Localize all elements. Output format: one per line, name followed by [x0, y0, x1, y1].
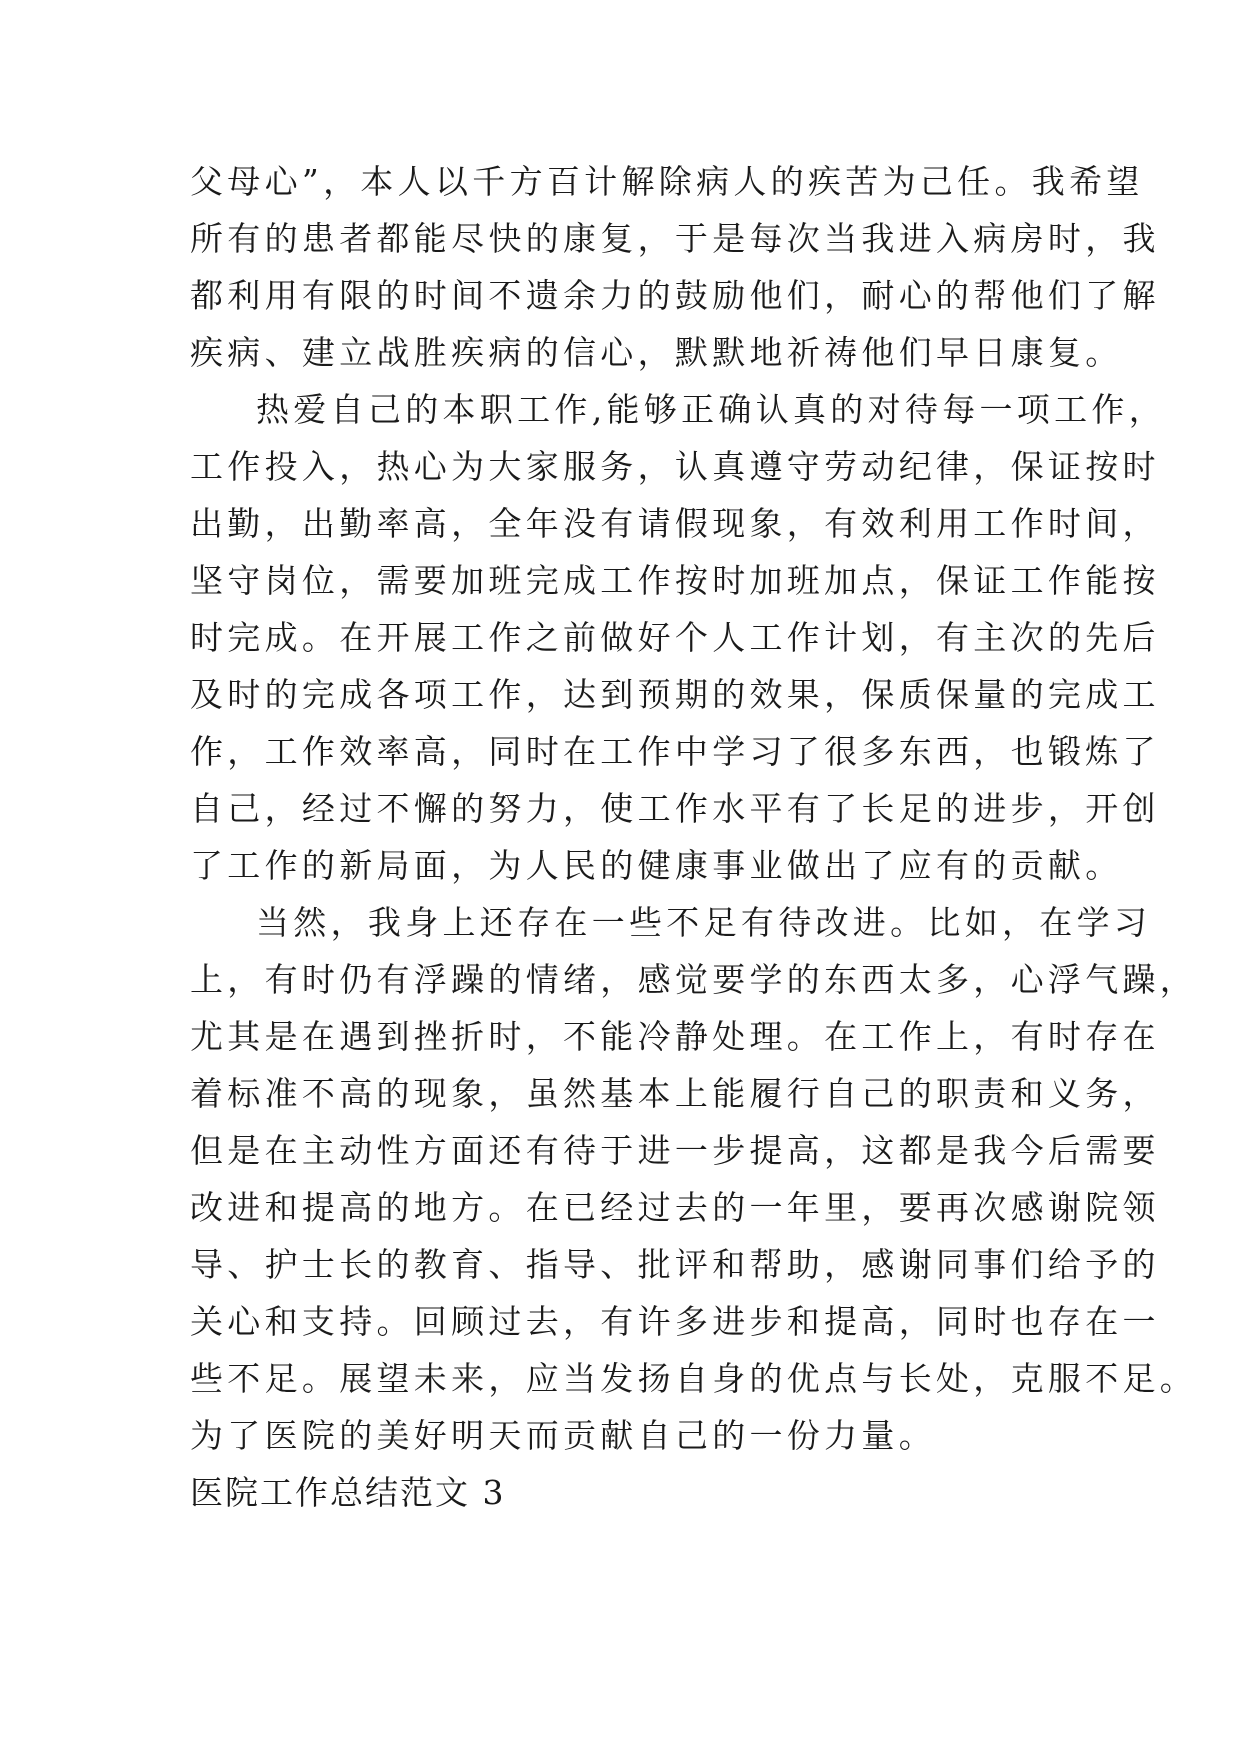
text-line: 自己，经过不懈的努力，使工作水平有了长足的进步，开创 — [190, 789, 1160, 828]
text-line: 疾病、建立战胜疾病的信心，默默地祈祷他们早日康复。 — [190, 333, 1123, 372]
text-line: 时完成。在开展工作之前做好个人工作计划，有主次的先后 — [190, 618, 1160, 657]
text-line: 工作投入，热心为大家服务，认真遵守劳动纪律，保证按时 — [190, 447, 1160, 486]
text-line: 及时的完成各项工作，达到预期的效果，保质保量的完成工 — [190, 675, 1160, 714]
text-line: 都利用有限的时间不遗余力的鼓励他们，耐心的帮他们了解 — [190, 276, 1160, 315]
text-line: 作，工作效率高，同时在工作中学习了很多东西，也锻炼了 — [190, 732, 1160, 771]
text-line: 尤其是在遇到挫折时，不能冷静处理。在工作上，有时存在 — [190, 1017, 1160, 1056]
text-line: 关心和支持。回顾过去，有许多进步和提高，同时也存在一 — [190, 1302, 1160, 1341]
text-line: 为了医院的美好明天而贡献自己的一份力量。 — [190, 1416, 936, 1455]
text-line: 上，有时仍有浮躁的情绪，感觉要学的东西太多，心浮气躁， — [190, 960, 1198, 999]
text-line: 着标准不高的现象，虽然基本上能履行自己的职责和义务， — [190, 1074, 1160, 1113]
text-line: 导、护士长的教育、指导、批评和帮助，感谢同事们给予的 — [190, 1245, 1160, 1284]
text-line: 父母心”，本人以千方百计解除病人的疾苦为己任。我希望 — [190, 162, 1144, 201]
section-heading: 医院工作总结范文 3 — [190, 1473, 506, 1512]
text-line: 出勤，出勤率高，全年没有请假现象，有效利用工作时间， — [190, 504, 1160, 543]
text-line: 改进和提高的地方。在已经过去的一年里，要再次感谢院领 — [190, 1188, 1160, 1227]
text-line: 了工作的新局面，为人民的健康事业做出了应有的贡献。 — [190, 846, 1123, 885]
paragraph-first-line: 热爱自己的本职工作,能够正确认真的对待每一项工作， — [256, 390, 1166, 429]
paragraph-first-line: 当然，我身上还存在一些不足有待改进。比如，在学习 — [256, 903, 1152, 942]
text-line: 但是在主动性方面还有待于进一步提高，这都是我今后需要 — [190, 1131, 1160, 1170]
text-line: 些不足。展望未来，应当发扬自身的优点与长处，克服不足。 — [190, 1359, 1198, 1398]
text-line: 坚守岗位，需要加班完成工作按时加班加点，保证工作能按 — [190, 561, 1160, 600]
text-line: 所有的患者都能尽快的康复，于是每次当我进入病房时，我 — [190, 219, 1160, 258]
